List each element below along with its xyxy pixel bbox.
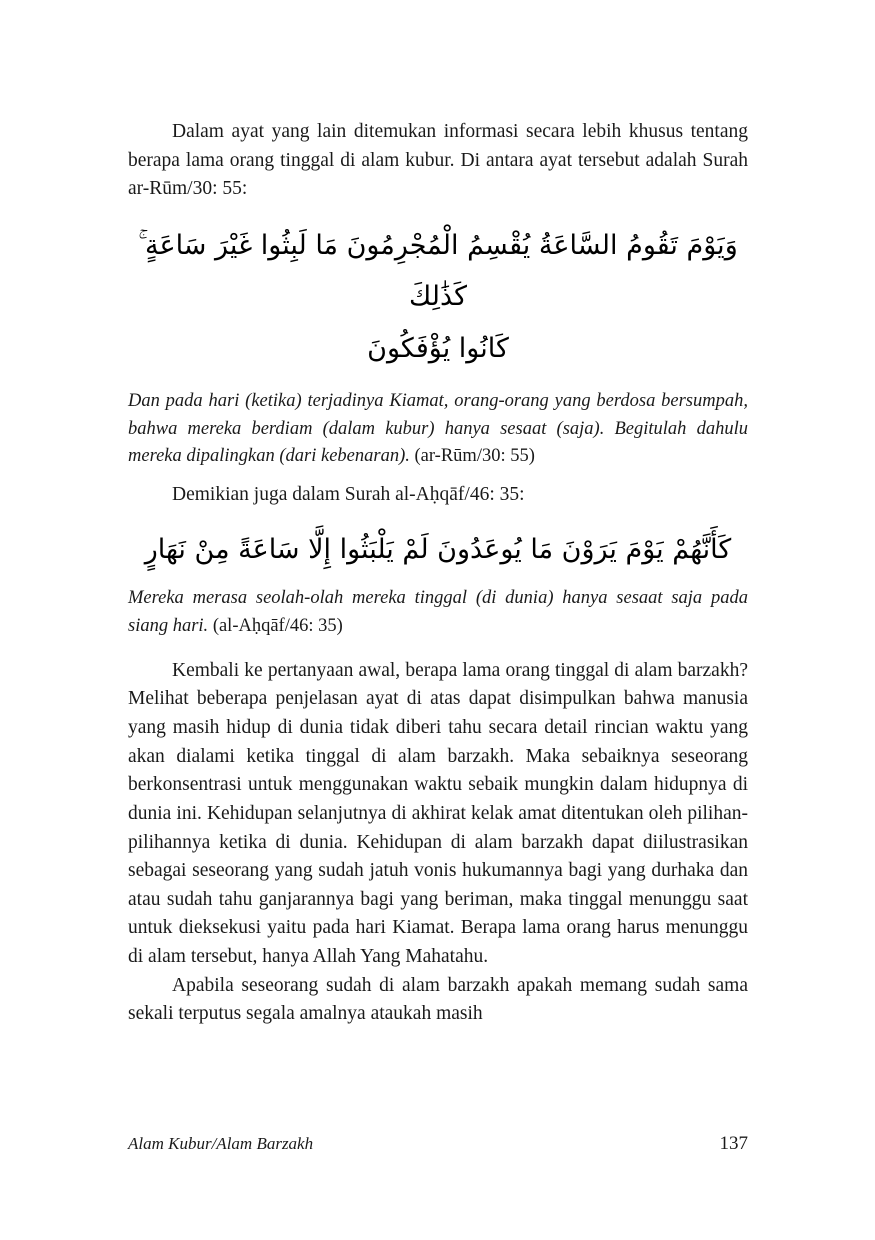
quran-verse-1-line-2: كَانُوا يُؤْفَكُونَ — [367, 332, 509, 364]
translation-1 — [128, 388, 748, 471]
translation-2-reference: (al-Aḥqāf/46: 35) — [212, 615, 343, 636]
quran-verse-1-line-1: وَيَوْمَ تَقُومُ السَّاعَةُ يُقْسِمُ الْمُجْرِمُونَ مَا لَبِثُوا غَيْرَ سَاعَةٍ ۚ كَذَٰلِكَ — [138, 229, 738, 313]
page-footer — [128, 1133, 748, 1155]
quran-verse-2 — [128, 524, 748, 575]
translation-2-text: Mereka merasa seolah-olah mereka tinggal (di dunia) hanya sesaat saja pada siang hari. — [128, 588, 748, 636]
quran-verse-1 — [128, 220, 748, 374]
paragraph-intro-2: Demikian juga dalam Surah al-Aḥqāf/46: 35: — [172, 484, 525, 506]
quran-verse-2-line-1: كَأَنَّهُمْ يَوْمَ يَرَوْنَ مَا يُوعَدُونَ لَمْ يَلْبَثُوا إِلَّا سَاعَةً مِنْ نَهَارٍ — [144, 533, 732, 565]
translation-2 — [128, 585, 748, 641]
translation-1-reference: (ar-Rūm/30: 55) — [414, 446, 535, 467]
paragraph-body-3: Apabila seseorang sudah di alam barzakh apakah memang sudah sama sekali terputus segala amalnya ataukah masih — [128, 974, 748, 1025]
footer-page-number: 137 — [719, 1133, 748, 1154]
footer-chapter-title: Alam Kubur/Alam Barzakh — [128, 1134, 314, 1153]
spacer — [128, 641, 748, 657]
paragraph-body-2: Kembali ke pertanyaan awal, berapa lama orang tinggal di alam barzakh? Melihat beberapa penjelasan ayat di atas dapat disimpulkan bahwa manusia yang masih hidup di dunia tidak diberi tahu secara detail rincian waktu yang akan dialami ketika tinggal di alam barzakh. Maka sebaiknya seseorang berkonsentrasi untuk menggunakan waktu sebaik mungkin dalam hidupnya di dunia ini. Kehidupan selanjutnya di akhirat kelak amat ditentukan oleh pilihan-pilihannya ketika di dunia. Kehidupan di alam barzakh dapat diilustrasikan sebagai seseorang yang sudah jatuh vonis hukumannya bagi yang durhaka dan atau sudah tahu ganjarannya bagi yang beriman, maka tinggal menunggu saat untuk dieksekusi yaitu pada hari Kiamat. Berapa lama orang harus menunggu di alam tersebut, hanya Allah Yang Mahatahu. — [128, 659, 748, 968]
page-content — [128, 118, 748, 1029]
translation-1-text: Dan pada hari (ketika) terjadinya Kiamat, orang-orang yang berdosa bersumpah, bahwa mereka berdiam (dalam kubur) hanya sesaat (saja). Begitulah dahulu mereka dipalingkan (dari kebenaran). — [128, 390, 748, 467]
paragraph-intro-1: Dalam ayat yang lain ditemukan informasi secara lebih khusus tentang berapa lama orang tinggal di alam kubur. Di antara ayat tersebut adalah Surah ar-Rūm/30: 55: — [128, 121, 748, 200]
